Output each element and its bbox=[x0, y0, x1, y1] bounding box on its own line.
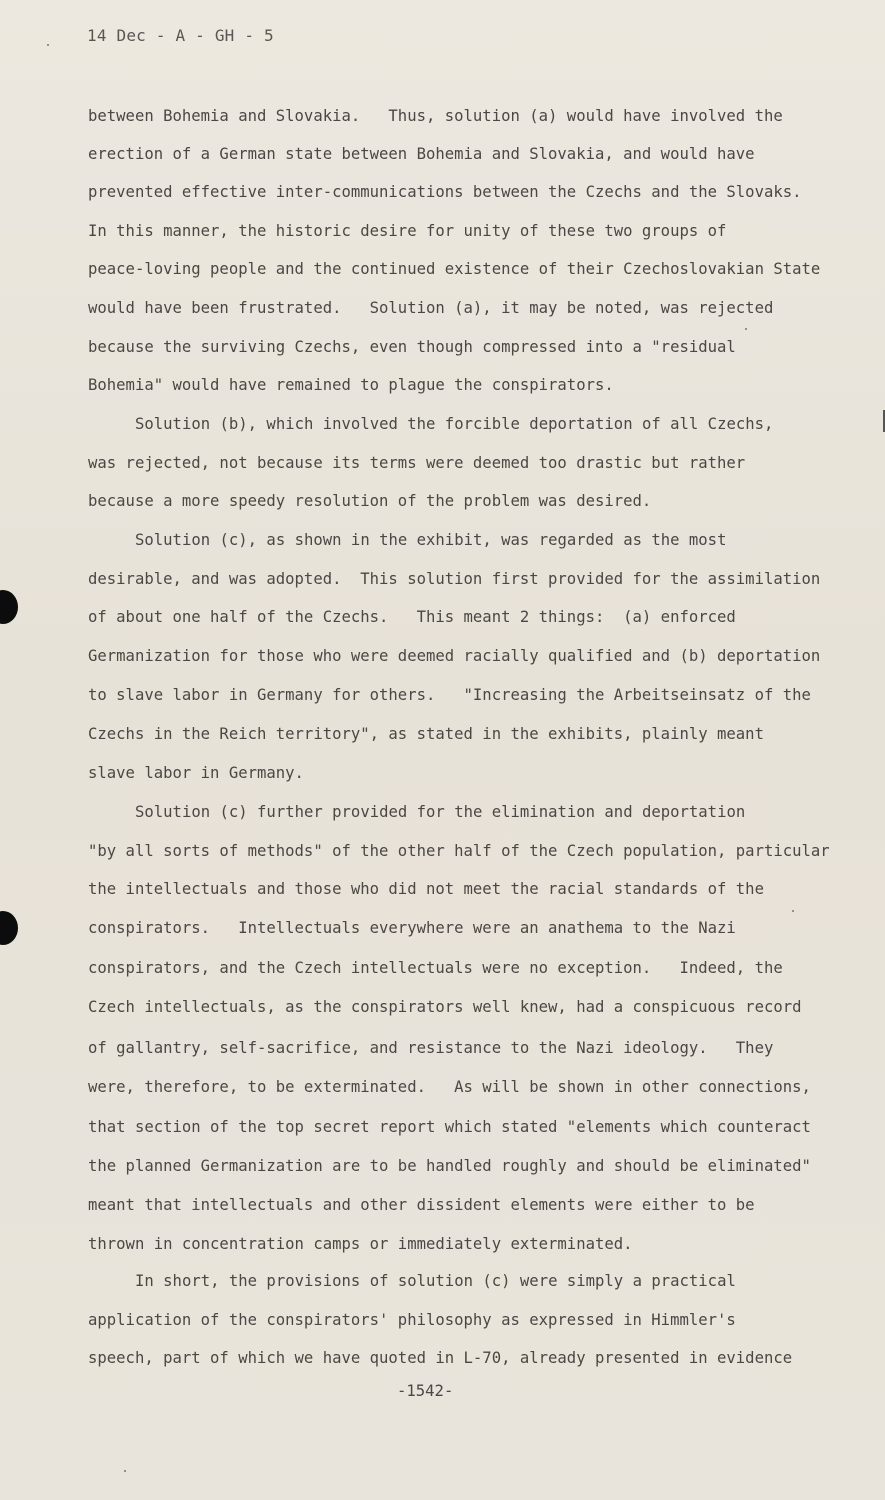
body-line: between Bohemia and Slovakia. Thus, solution (a) would have involved the bbox=[88, 107, 783, 125]
body-line: application of the conspirators' philosophy as expressed in Himmler's bbox=[88, 1311, 736, 1329]
paragraph-start-line: Solution (b), which involved the forcible deportation of all Czechs, bbox=[135, 415, 774, 433]
paper-speck bbox=[792, 910, 794, 912]
body-line: the intellectuals and those who did not meet the racial standards of the bbox=[88, 880, 764, 898]
body-line: desirable, and was adopted. This solution first provided for the assimilation bbox=[88, 570, 821, 588]
body-line: would have been frustrated. Solution (a), it may be noted, was rejected bbox=[88, 299, 774, 317]
body-line: meant that intellectuals and other dissident elements were either to be bbox=[88, 1196, 755, 1214]
paper-speck bbox=[124, 1470, 126, 1472]
body-line: prevented effective inter-communications between the Czechs and the Slovaks. bbox=[88, 183, 802, 201]
punch-hole bbox=[0, 590, 18, 624]
body-line: that section of the top secret report which stated "elements which counteract bbox=[88, 1118, 811, 1136]
body-line: In this manner, the historic desire for unity of these two groups of bbox=[88, 222, 727, 240]
body-line: speech, part of which we have quoted in L-70, already presented in evidence bbox=[88, 1349, 793, 1367]
page-number: -1542- bbox=[397, 1382, 454, 1400]
paper-speck bbox=[745, 328, 747, 330]
body-line: the planned Germanization are to be handled roughly and should be eliminated" bbox=[88, 1157, 811, 1175]
body-line: of gallantry, self-sacrifice, and resistance to the Nazi ideology. They bbox=[88, 1039, 774, 1057]
body-line: to slave labor in Germany for others. "Increasing the Arbeitseinsatz of the bbox=[88, 686, 811, 704]
body-line: peace-loving people and the continued existence of their Czechoslovakian State bbox=[88, 260, 821, 278]
punch-hole bbox=[0, 911, 18, 945]
body-line: were, therefore, to be exterminated. As will be shown in other connections, bbox=[88, 1078, 811, 1096]
paragraph-start-line: Solution (c) further provided for the elimination and deportation bbox=[135, 803, 746, 821]
body-line: conspirators. Intellectuals everywhere were an anathema to the Nazi bbox=[88, 919, 736, 937]
body-line: thrown in concentration camps or immediately exterminated. bbox=[88, 1235, 633, 1253]
body-line: because a more speedy resolution of the problem was desired. bbox=[88, 492, 652, 510]
body-line: was rejected, not because its terms were deemed too drastic but rather bbox=[88, 454, 746, 472]
paragraph-start-line: Solution (c), as shown in the exhibit, was regarded as the most bbox=[135, 531, 727, 549]
body-line: conspirators, and the Czech intellectuals were no exception. Indeed, the bbox=[88, 959, 783, 977]
body-line: because the surviving Czechs, even though compressed into a "residual bbox=[88, 338, 736, 356]
paragraph-start-line: In short, the provisions of solution (c) were simply a practical bbox=[135, 1272, 736, 1290]
body-line: of about one half of the Czechs. This meant 2 things: (a) enforced bbox=[88, 608, 736, 626]
body-line: erection of a German state between Bohemia and Slovakia, and would have bbox=[88, 145, 755, 163]
body-line: slave labor in Germany. bbox=[88, 764, 304, 782]
body-line: Czech intellectuals, as the conspirators well knew, had a conspicuous record bbox=[88, 998, 802, 1016]
body-line: Bohemia" would have remained to plague the conspirators. bbox=[88, 376, 614, 394]
body-line: Germanization for those who were deemed racially qualified and (b) deportation bbox=[88, 647, 821, 665]
page-header: 14 Dec - A - GH - 5 bbox=[87, 26, 274, 45]
body-line: Czechs in the Reich territory", as stated in the exhibits, plainly meant bbox=[88, 725, 764, 743]
body-line: "by all sorts of methods" of the other half of the Czech population, particular bbox=[88, 842, 830, 860]
paper-speck bbox=[47, 44, 49, 46]
